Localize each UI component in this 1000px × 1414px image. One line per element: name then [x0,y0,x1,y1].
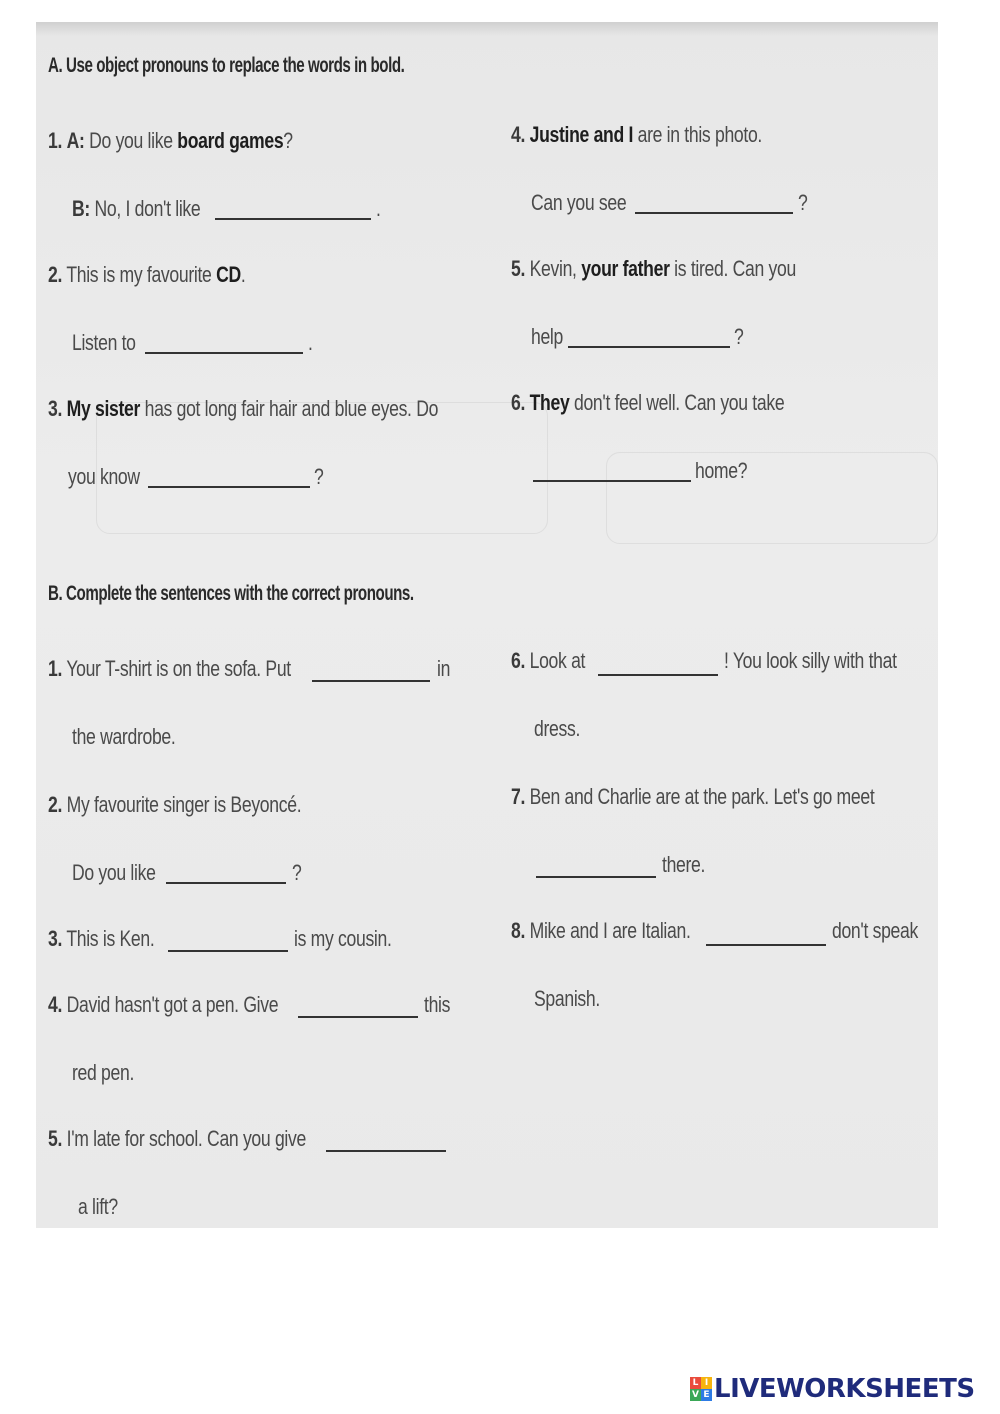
logo-letter: V [690,1389,701,1401]
logo-wordmark: LIVEWORKSHEETS [714,1374,975,1404]
question-text: Ben and Charlie are at the park. Let's go meet [529,784,875,809]
b-q6-line1 [511,648,585,674]
question-number: 4. [511,122,526,147]
question-number: 5. [511,256,526,281]
punctuation: . [376,196,381,221]
b-q8-line2: Spanish. [534,986,600,1011]
b-q1-line2: the wardrobe. [72,724,176,749]
answer-blank-b1[interactable] [312,680,430,682]
punctuation: ? [314,464,324,489]
question-text: don't speak [832,918,918,943]
a-q6-line2: home? [695,458,748,483]
section-a-heading: A. Use object pronouns to replace the words in bold. [48,54,405,77]
question-text: is my cousin. [294,926,392,951]
punctuation: . [308,330,313,355]
question-number: 2. [48,262,63,287]
answer-blank-b8[interactable] [706,944,826,946]
answer-blank-b6[interactable] [598,674,718,676]
question-number: 8. [511,918,526,943]
question-text: ! You look silly with that [724,648,897,673]
question-number: 6. [511,390,526,415]
question-number: 3. [48,396,63,421]
logo-mark-icon [690,1377,712,1401]
a-q1-line2 [72,196,200,222]
answer-blank-b2[interactable] [166,882,286,884]
answer-prompt: No, I don't like [94,196,201,221]
punctuation: . [240,262,246,287]
answer-blank-a4[interactable] [635,212,793,214]
a-q1-line1 [48,128,293,154]
b-q8-line1 [511,918,691,944]
question-text: is tired. Can you [669,256,796,281]
question-number: 7. [511,784,526,809]
answer-blank-b4[interactable] [298,1016,418,1018]
a-q3-line2: you know [68,464,140,489]
question-number: 1. [48,128,63,153]
question-text: I'm late for school. Can you give [66,1126,306,1151]
answer-blank-a1[interactable] [215,218,371,220]
question-text: Kevin, [529,256,582,281]
question-text: in [437,656,451,681]
speaker-label: B: [72,196,90,221]
b-q4-line2: red pen. [72,1060,135,1085]
a-q5-line2: help [531,324,563,349]
logo-letter: E [701,1389,712,1401]
question-text: Look at [529,648,586,673]
b-q1-line1 [48,656,291,682]
answer-blank-a2[interactable] [145,352,303,354]
question-text: Do you like [89,128,178,153]
answer-blank-a5[interactable] [568,346,730,348]
question-text: this [424,992,451,1017]
question-text: My favourite singer is Beyoncé. [66,792,302,817]
punctuation: ? [292,860,302,885]
b-q7-line1 [511,784,874,810]
a-q4-line1 [511,122,762,148]
logo-letter: L [690,1377,701,1389]
a-q5-line1 [511,256,796,282]
bold-phrase: They [529,390,570,415]
b-q2-line2: Do you like [72,860,156,885]
question-text: Mike and I are Italian. [529,918,691,943]
question-number: 3. [48,926,63,951]
b-q4-line1 [48,992,278,1018]
speaker-label: A: [66,128,85,153]
answer-blank-b3[interactable] [168,950,288,952]
answer-blank-a3[interactable] [148,486,310,488]
liveworksheets-logo[interactable] [690,1374,975,1404]
question-text: don't feel well. Can you take [569,390,785,415]
bleed-through-shape [606,452,938,544]
a-q2-line2: Listen to [72,330,136,355]
section-b-heading: B. Complete the sentences with the correct pronouns. [48,582,414,605]
question-number: 2. [48,792,63,817]
answer-blank-a6[interactable] [533,480,691,482]
answer-blank-b7[interactable] [536,876,656,878]
question-text: are in this photo. [633,122,762,147]
a-q4-line2: Can you see [531,190,627,215]
b-q7-line2: there. [662,852,706,877]
b-q5-line2: a lift? [78,1194,118,1219]
bold-phrase: board games [177,128,284,153]
question-text: Your T-shirt is on the sofa. Put [66,656,291,681]
b-q2-line1 [48,792,301,818]
b-q3-line1 [48,926,154,952]
question-text: David hasn't got a pen. Give [66,992,279,1017]
bold-phrase: CD [216,262,241,287]
bold-phrase: your father [581,256,670,281]
question-number: 1. [48,656,63,681]
question-number: 4. [48,992,63,1017]
question-number: 6. [511,648,526,673]
punctuation: ? [734,324,744,349]
bold-phrase: My sister [66,396,141,421]
a-q3-line1 [48,396,438,422]
punctuation: ? [283,128,293,153]
logo-letter: I [701,1377,712,1389]
b-q5-line1 [48,1126,306,1152]
a-q2-line1 [48,262,245,288]
bold-phrase: Justine and I [529,122,634,147]
b-q6-line2: dress. [534,716,581,741]
question-number: 5. [48,1126,63,1151]
question-text: has got long fair hair and blue eyes. Do [140,396,439,421]
question-text: This is my favourite [66,262,217,287]
answer-blank-b5[interactable] [326,1150,446,1152]
a-q6-line1 [511,390,784,416]
scan-top-edge [36,22,938,36]
question-text: This is Ken. [66,926,155,951]
punctuation: ? [798,190,808,215]
